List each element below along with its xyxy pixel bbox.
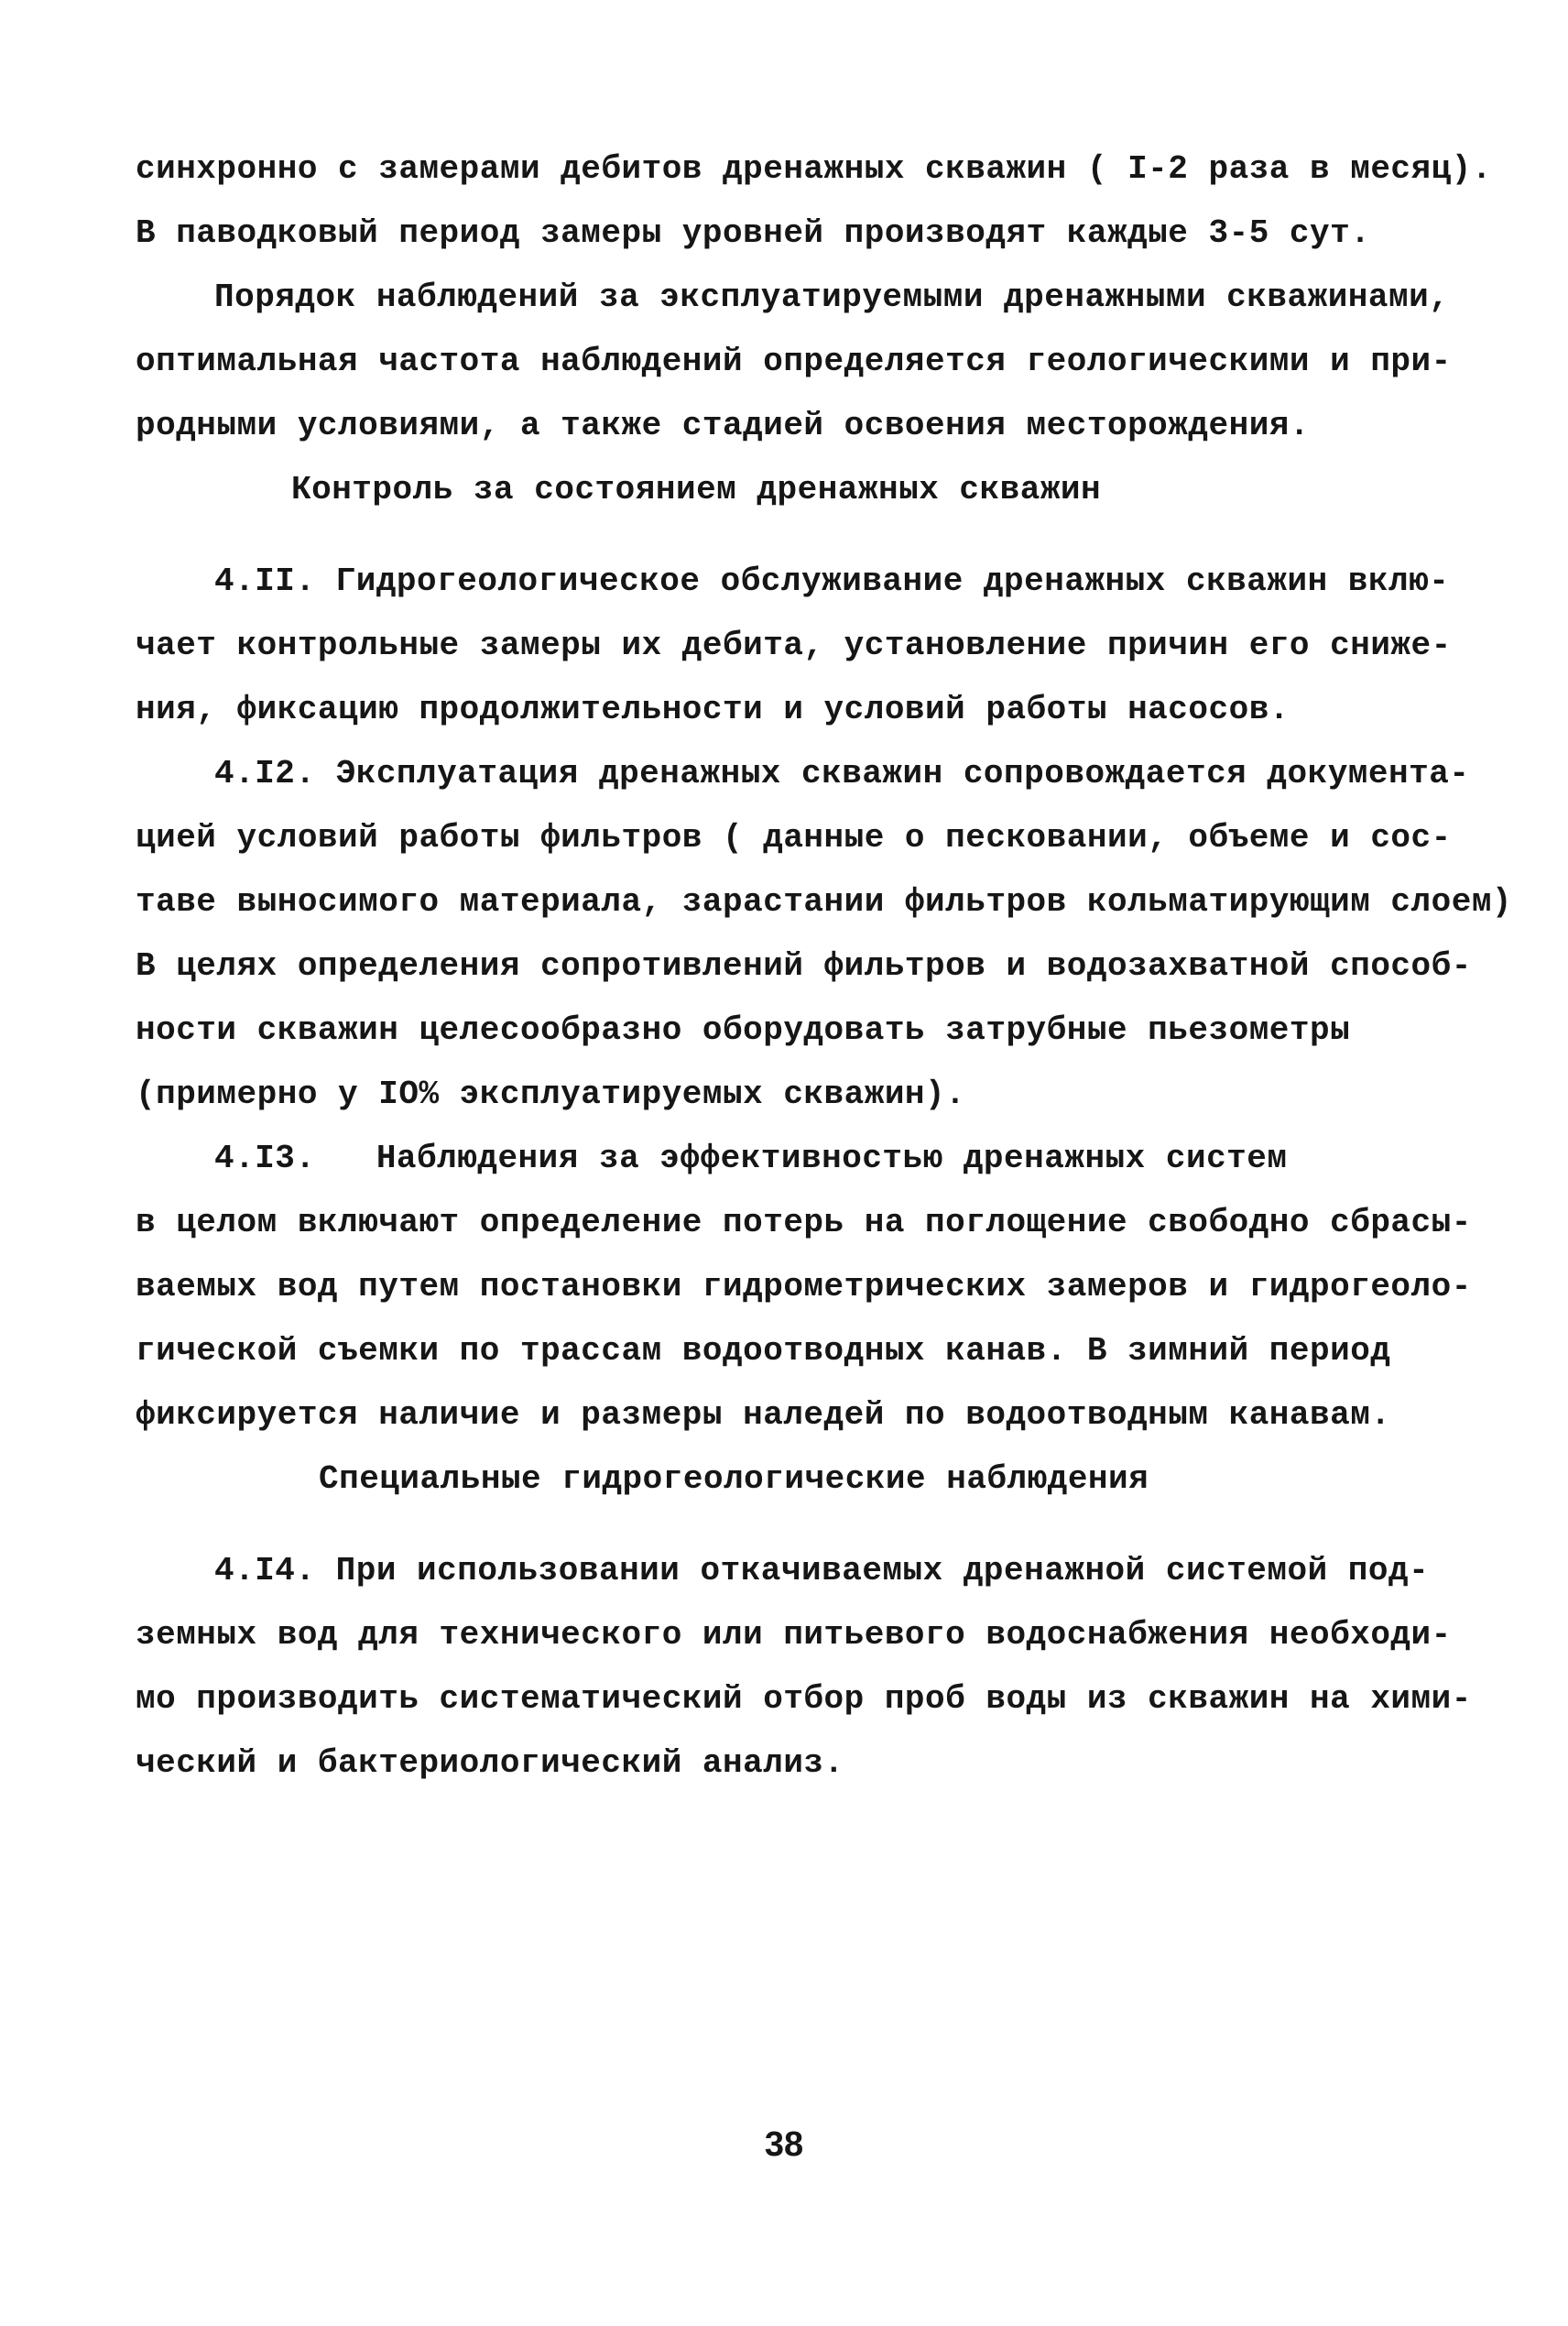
body-text bbox=[136, 137, 1513, 1796]
text-line: чает контрольные замеры их дебита, установление причин его сниже- bbox=[136, 627, 1452, 664]
text-line: цией условий работы фильтров ( данные о песковании, объеме и сос- bbox=[136, 819, 1452, 857]
text-line: ния, фиксацию продолжительности и условий работы насосов. bbox=[136, 691, 1290, 728]
clause-4-12: 4.I2. Эксплуатация дренажных скважин сопровождается документа- bbox=[214, 755, 1470, 792]
section-heading-special: Специальные гидрогеологические наблюдения bbox=[319, 1460, 1149, 1498]
text-line: синхронно с замерами дебитов дренажных скважин ( I-2 раза в месяц). bbox=[136, 150, 1492, 188]
text-line: оптимальная частота наблюдений определяется геологическими и при- bbox=[136, 343, 1452, 380]
clause-4-13: 4.I3. Наблюдения за эффективностью дренажных систем bbox=[214, 1140, 1288, 1177]
clause-4-14: 4.I4. При использовании откачиваемых дренажной системой под- bbox=[214, 1552, 1430, 1589]
text-line: гической съемки по трассам водоотводных канав. В зимний период bbox=[136, 1332, 1391, 1370]
text-line: родными условиями, а также стадией освоения месторождения. bbox=[136, 407, 1311, 444]
text-line: мо производить систематический отбор проб воды из скважин на хими- bbox=[136, 1680, 1472, 1718]
text-line: в целом включают определение потерь на поглощение свободно сбрасы- bbox=[136, 1204, 1472, 1241]
page-number: 38 bbox=[764, 2125, 804, 2164]
section-heading-control: Контроль за состоянием дренажных скважин bbox=[291, 471, 1102, 508]
text-line: В целях определения сопротивлений фильтров и водозахватной способ- bbox=[136, 947, 1472, 985]
clause-4-11: 4.II. Гидрогеологическое обслуживание дренажных скважин вклю- bbox=[214, 562, 1450, 600]
text-line: фиксируется наличие и размеры наледей по водоотводным канавам. bbox=[136, 1396, 1391, 1434]
spacer bbox=[136, 522, 1473, 550]
text-line: земных вод для технического или питьевого водоснабжения необходи- bbox=[136, 1616, 1452, 1654]
text-line: ческий и бактериологический анализ. bbox=[136, 1744, 844, 1782]
text-line: (примерно у IO% эксплуатируемых скважин). bbox=[136, 1076, 966, 1113]
paragraph-first-line: Порядок наблюдений за эксплуатируемыми дренажными скважинами, bbox=[214, 278, 1450, 316]
text-line: ваемых вод путем постановки гидрометрических замеров и гидрогеоло- bbox=[136, 1268, 1472, 1305]
text-line: В паводковый период замеры уровней производят каждые 3-5 сут. bbox=[136, 214, 1371, 252]
text-line: ности скважин целесообразно оборудовать затрубные пьезометры bbox=[136, 1011, 1351, 1049]
text-line: таве выносимого материала, зарастании фильтров кольматирующим слоем) bbox=[136, 883, 1513, 921]
spacer bbox=[136, 1512, 1473, 1539]
